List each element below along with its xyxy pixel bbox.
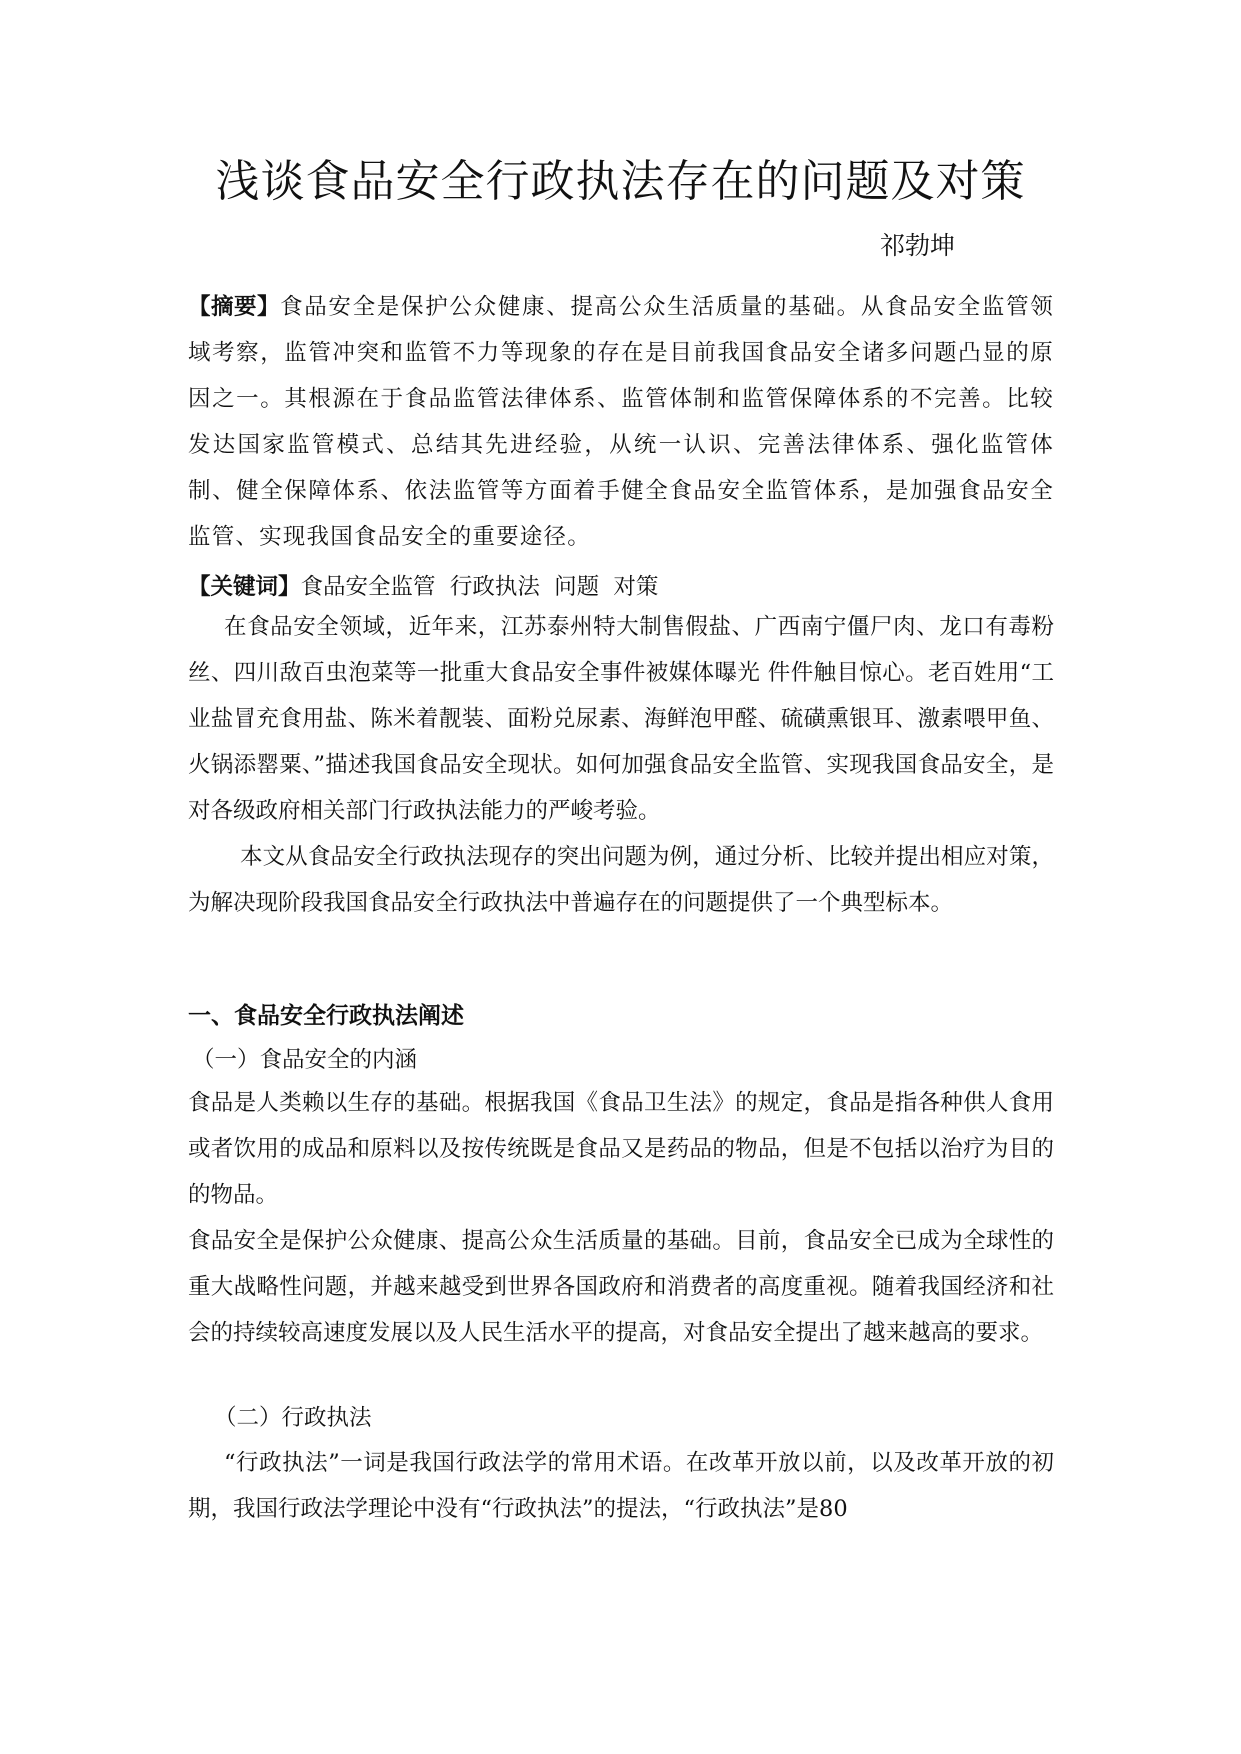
subsection-2-paragraph-1: “行政执法”一词是我国行政法学的常用术语。在改革开放以前，以及改革开放的初期，我国行政法学理论中没有“行政执法”的提法，“行政执法”是80 <box>188 1450 1054 1522</box>
page-title: 浅谈食品安全行政执法存在的问题及对策 <box>215 156 1026 207</box>
intro-paragraph-1: 在食品安全领域，近年来，江苏泰州特大制售假盐、广西南宁僵尸肉、龙口有毒粉丝、四川敌百虫泡菜等一批重大食品安全事件被媒体曝光 件件触目惊心。老百姓用“工业盐冒充食用盐、陈米着靓装、面粉兑尿素、海鲜泡甲醛、硫磺熏银耳、激素喂甲鱼、火锅添罂粟、”描述我国食品安全现状。如何加强食品安全监管、实现我国食品安全，是对各级政府相关部门行政执法能力的严峻考验。 <box>188 614 1054 824</box>
keywords-label: 【关键词】 <box>188 574 301 600</box>
subsection-heading-2: （二）行政执法 <box>214 1405 372 1431</box>
intro-paragraph-2: 本文从食品安全行政执法现存的突出问题为例，通过分析、比较并提出相应对策，为解决现阶段我国食品安全行政执法中普遍存在的问题提供了一个典型标本。 <box>188 844 1054 916</box>
author-name: 祁勃坤 <box>880 231 956 260</box>
abstract-text: 食品安全是保护公众健康、提高公众生活质量的基础。从食品安全监管领域考察，监管冲突和监管不力等现象的存在是目前我国食品安全诸多问题凸显的原因之一。其根源在于食品监管法律体系、监管体制和监管保障体系的不完善。比较发达国家监管模式、总结其先进经验，从统一认识、完善法律体系、强化监管体制、健全保障体系、依法监管等方面着手健全食品安全监管体系，是加强食品安全监管、实现我国食品安全的重要途径。 <box>188 294 1054 550</box>
keywords-text: 食品安全监管 行政执法 问题 对策 <box>300 574 659 600</box>
subsection-1-paragraph-2: 食品安全是保护公众健康、提高公众生活质量的基础。目前，食品安全已成为全球性的重大战略性问题，并越来越受到世界各国政府和消费者的高度重视。随着我国经济和社会的持续较高速度发展以及人民生活水平的提高，对食品安全提出了越来越高的要求。 <box>188 1228 1054 1346</box>
keywords <box>188 570 1054 604</box>
abstract-label: 【摘要】 <box>188 294 281 320</box>
subsection-heading-1: （一）食品安全的内涵 <box>192 1047 418 1073</box>
abstract <box>188 284 1054 560</box>
subsection-1-paragraph-1: 食品是人类赖以生存的基础。根据我国《食品卫生法》的规定，食品是指各种供人食用或者饮用的成品和原料以及按传统既是食品又是药品的物品，但是不包括以治疗为目的的物品。 <box>188 1090 1054 1208</box>
section-heading-1: 一、食品安全行政执法阐述 <box>188 1003 464 1029</box>
